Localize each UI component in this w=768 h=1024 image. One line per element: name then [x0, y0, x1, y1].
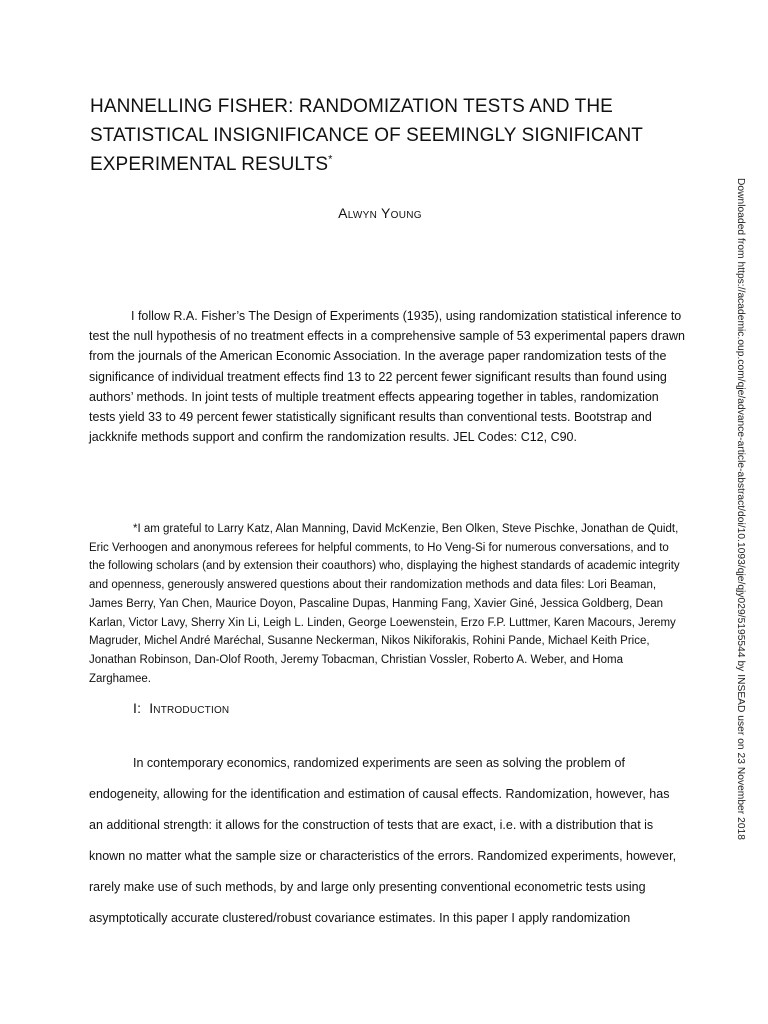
paper-title-text: HANNELLING FISHER: RANDOMIZATION TESTS AND THE STATISTICAL INSIGNIFICANCE OF SEEMINGLY SIGNIFICANT EXPERIMENTAL RESULTS	[90, 96, 643, 175]
paper-title	[90, 92, 690, 179]
section-number: I:	[133, 700, 142, 716]
author-name: Alwyn Young	[338, 205, 422, 221]
abstract: I follow R.A. Fisher’s The Design of Experiments (1935), using randomization statistical inference to test the null hypothesis of no treatment effects in a comprehensive sample of 53 experimental papers drawn from the journals of the American Economic Association. In the average paper randomization tests of the significance of individual treatment effects find 13 to 22 percent fewer significant results than found using authors’ methods. In joint tests of multiple treatment effects appearing together in tables, randomization tests yield 33 to 49 percent fewer statistically significant results than conventional tests. Bootstrap and jackknife methods support and confirm the randomization results. JEL Codes: C12, C90.	[89, 309, 685, 445]
download-watermark	[733, 178, 753, 848]
title-footnote-marker: *	[328, 153, 333, 166]
introduction-paragraph: In contemporary economics, randomized experiments are seen as solving the problem of endogeneity, allowing for the identification and estimation of causal effects. Randomization, however, has an additional strength: it allows for the construction of tests that are exact, i.e. with a distribution that is known no matter what the sample size or characteristics of the errors. Randomized experiments, however, rarely make use of such methods, by and large only presenting conventional econometric tests using asymptotically accurate clustered/robust covariance estimates. In this paper I apply randomization	[89, 756, 677, 925]
acknowledgements-footnote: *I am grateful to Larry Katz, Alan Manning, David McKenzie, Ben Olken, Steve Pischke, Jonathan de Quidt, Eric Verhoogen and anonymous referees for helpful comments, to Ho Veng-Si for numerous conversations, and to the following scholars (and by extension their coauthors) who, displaying the highest standards of academic integrity and openness, generously answered questions about their randomization methods and data files: Lori Beaman, James Berry, Yan Chen, Maurice Doyon, Pascaline Dupas, Hanming Fang, Xavier Giné, Jessica Goldberg, Dean Karlan, Victor Lavy, Sherry Xin Li, Leigh L. Linden, George Loewenstein, Erzo F.P. Luttmer, Karen Macours, Jeremy Magruder, Michel André Maréchal, Susanne Neckerman, Nikos Nikiforakis, Rohini Pande, Michael Keith Price, Jonathan Robinson, Dan-Olof Rooth, Jeremy Tobacman, Christian Vossler, Roberto A. Weber, and Homa Zarghamee.	[89, 523, 680, 685]
section-title: Introduction	[149, 700, 230, 716]
section-heading-introduction	[133, 700, 229, 716]
download-watermark-text: Downloaded from https://academic.oup.com/qje/advance-article-abstract/doi/10.1093/qje/qjy029/5195544 by INSEAD user on 23 November 2018	[735, 178, 746, 840]
